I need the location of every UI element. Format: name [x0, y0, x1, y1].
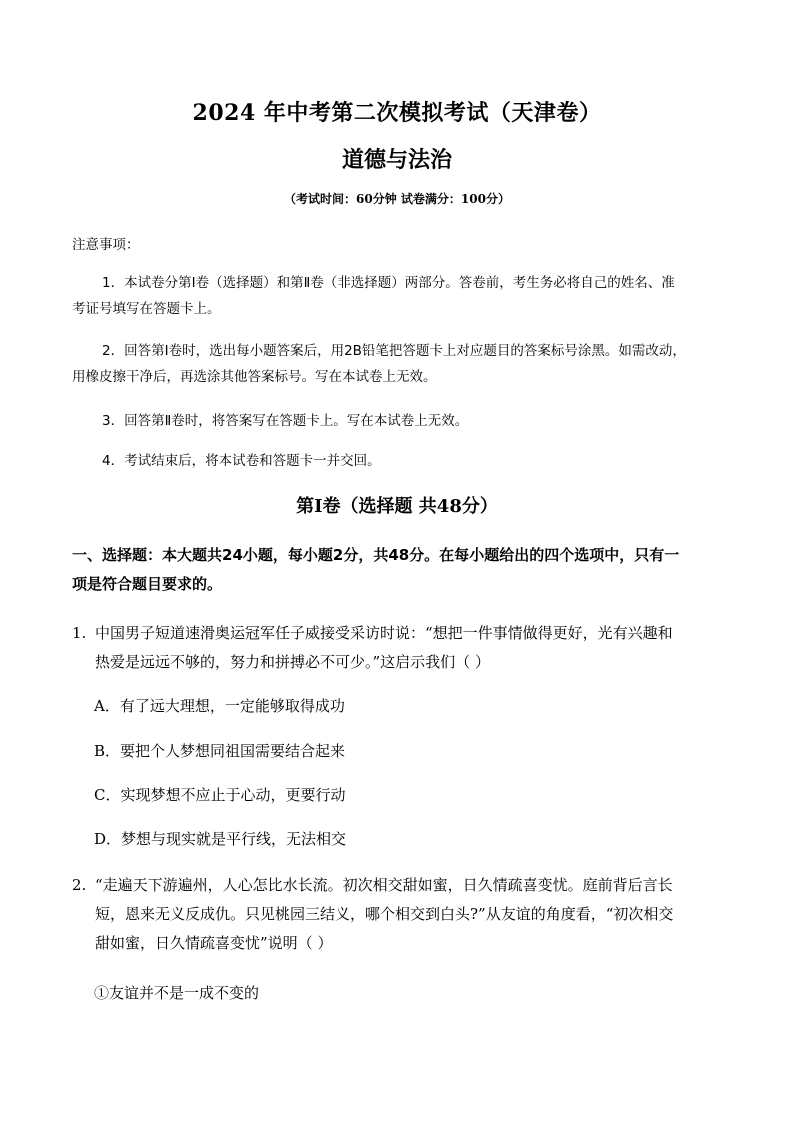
notice-item-3-line1: 3．回答第Ⅱ卷时，将答案写在答题卡上。写在本试卷上无效。: [102, 413, 469, 429]
question-1-number: 1.: [72, 624, 87, 642]
question-1-option-b[interactable]: B．要把个人梦想同祖国需要结合起来: [94, 742, 346, 760]
question-1-option-c[interactable]: C．实现梦想不应止于心动，更要行动: [94, 786, 346, 804]
section-title: 第Ⅰ卷（选择题 共48分）: [296, 496, 498, 517]
exam-subject: 道德与法治: [341, 147, 452, 173]
question-2-stem-line2: 短，恩来无义反成仇。只见桃园三结义，哪个相交到白头?”从友谊的角度看，“初次相交: [95, 905, 674, 923]
question-2-stem-line3: 甜如蜜，日久情疏喜变忧”说明（ ）: [95, 934, 333, 952]
notice-item-1-line1: 1．本试卷分第Ⅰ卷（选择题）和第Ⅱ卷（非选择题）两部分。答卷前，考生务必将自己的姓名、准: [102, 275, 675, 291]
question-1-option-d[interactable]: D．梦想与现实就是平行线，无法相交: [94, 830, 347, 848]
part-intro: [72, 541, 727, 599]
question-2-stem-line1: “走遍天下游遍州，人心怎比水长流。初次相交甜如蜜，日久情疏喜变忧。庭前背后言长: [95, 876, 673, 894]
notice-item-4-line1: 4．考试结束后，将本试卷和答题卡一并交回。: [102, 453, 381, 469]
notice-heading: 注意事项：: [72, 237, 140, 253]
question-2: [72, 871, 727, 958]
notice-item-1: [72, 270, 722, 322]
exam-title: 2024 年中考第二次模拟考试（天津卷）: [192, 100, 602, 126]
exam-time-note: （考试时间：60分钟 试卷满分：100分）: [284, 192, 510, 206]
question-1-option-a[interactable]: A．有了远大理想，一定能够取得成功: [94, 697, 345, 715]
notice-item-3: [72, 408, 722, 434]
notice-item-4: [72, 448, 722, 474]
notice-item-2-line2: 用橡皮擦干净后，再选涂其他答案标号。写在本试卷上无效。: [72, 369, 437, 385]
part-intro-line2: 项是符合题目要求的。: [72, 575, 223, 593]
question-2-statement-1: ①友谊并不是一成不变的: [94, 984, 260, 1002]
question-1-stem-line1: 中国男子短道速滑奥运冠军任子威接受采访时说：“想把一件事情做得更好，光有兴趣和: [95, 624, 673, 642]
question-1: [72, 619, 727, 677]
question-1-stem-line2: 热爱是远远不够的，努力和拼搏必不可少。”这启示我们（ ）: [95, 653, 490, 671]
part-intro-line1: 一、选择题：本大题共24小题，每小题2分，共48分。在每小题给出的四个选项中，只有一: [72, 546, 680, 564]
notice-item-1-line2: 考证号填写在答题卡上。: [72, 301, 221, 317]
notice-item-2-line1: 2．回答第Ⅰ卷时，选出每小题答案后，用2B铅笔把答题卡上对应题目的答案标号涂黑。如需改动，: [102, 343, 686, 359]
question-2-number: 2.: [72, 876, 87, 894]
notice-item-2: [72, 338, 722, 390]
